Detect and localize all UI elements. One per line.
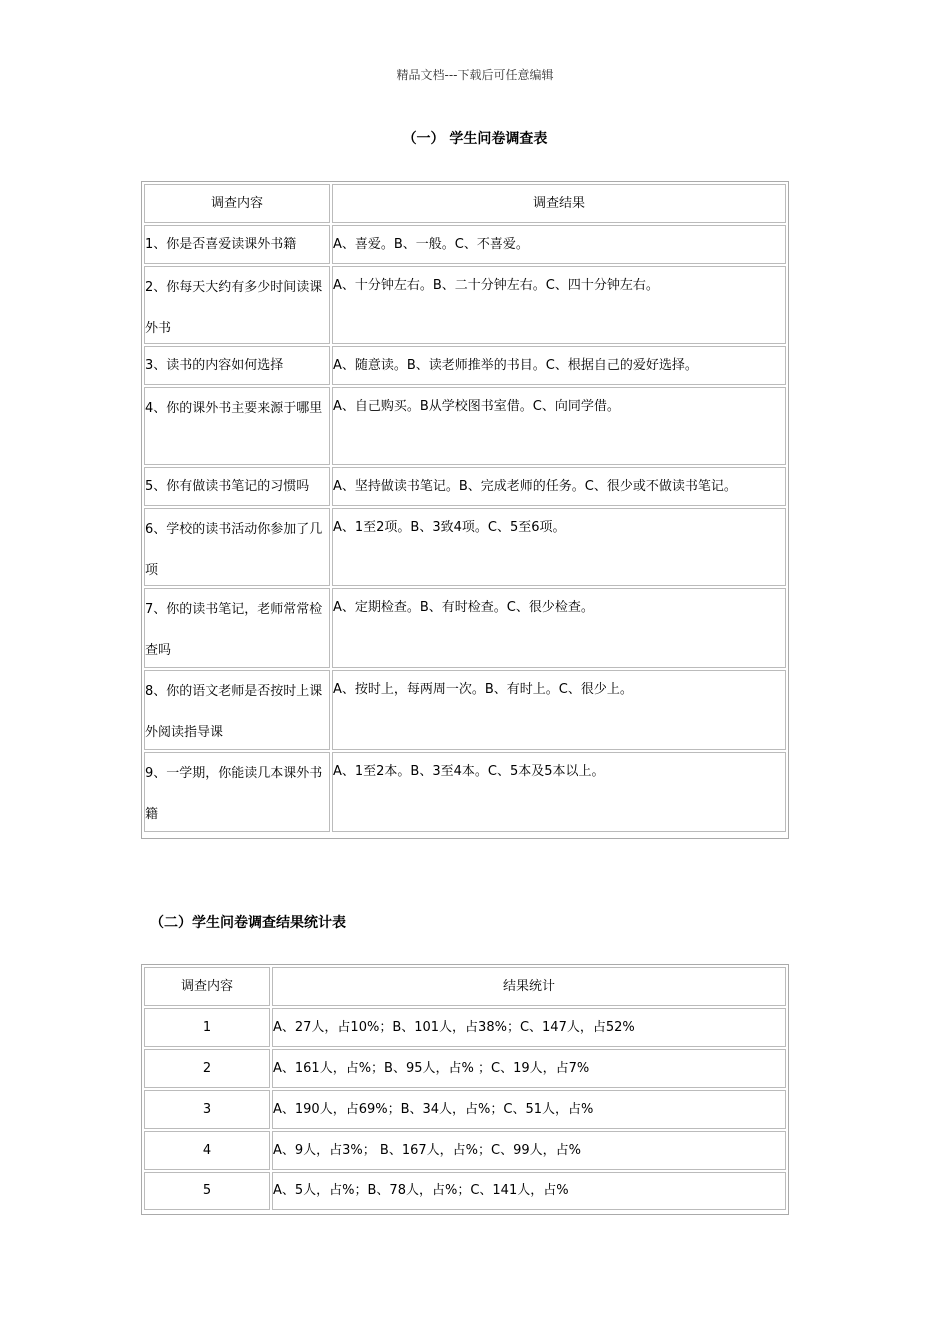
question-cell: 2、你每天大约有多少时间读课外书: [144, 266, 330, 344]
table1-title: （一） 学生问卷调查表: [402, 131, 548, 147]
header-cell: 调查内容: [144, 184, 330, 223]
table-row: [144, 588, 786, 668]
table-header-row: [144, 184, 786, 223]
question-cell: 7、你的读书笔记，老师常常检查吗: [144, 588, 330, 668]
question-cell: 3、读书的内容如何选择: [144, 346, 330, 385]
header-cell: 调查内容: [144, 967, 270, 1006]
header-cell: 结果统计: [272, 967, 786, 1006]
item-number-cell: 3: [144, 1090, 270, 1129]
question-cell: 6、学校的读书活动你参加了几项: [144, 508, 330, 586]
table-row: [144, 266, 786, 344]
item-number-cell: 4: [144, 1131, 270, 1170]
question-cell: 5、你有做读书笔记的习惯吗: [144, 467, 330, 506]
question-cell: 4、你的课外书主要来源于哪里: [144, 387, 330, 465]
item-number-cell: 5: [144, 1172, 270, 1210]
answer-cell: A、1至2项。B、3致4项。C、5至6项。: [332, 508, 786, 586]
table-header-row: [144, 967, 786, 1006]
table-row: [144, 1008, 786, 1047]
result-cell: A、190人，占69%；B、34人，占%；C、51人，占%: [272, 1090, 786, 1129]
table-row: [144, 1172, 786, 1210]
header-cell: 调查结果: [332, 184, 786, 223]
question-cell: 9、一学期，你能读几本课外书籍: [144, 752, 330, 832]
table-row: [144, 467, 786, 506]
table-row: [144, 387, 786, 465]
table-row: [144, 1049, 786, 1088]
table-row: [144, 346, 786, 385]
table-row: [144, 1131, 786, 1170]
page-header: 精品文档---下载后可任意编辑: [396, 68, 554, 82]
answer-cell: A、自己购买。B从学校图书室借。C、向同学借。: [332, 387, 786, 465]
table-row: [144, 670, 786, 750]
table-row: [144, 1090, 786, 1129]
result-cell: A、27人，占10%；B、101人，占38%；C、147人，占52%: [272, 1008, 786, 1047]
answer-cell: A、喜爱。B、一般。C、不喜爱。: [332, 225, 786, 264]
table-row: [144, 508, 786, 586]
table2-title: （二）学生问卷调查结果统计表: [150, 915, 346, 931]
answer-cell: A、坚持做读书笔记。B、完成老师的任务。C、很少或不做读书笔记。: [332, 467, 786, 506]
answer-cell: A、按时上，每两周一次。B、有时上。C、很少上。: [332, 670, 786, 750]
answer-cell: A、十分钟左右。B、二十分钟左右。C、四十分钟左右。: [332, 266, 786, 344]
question-cell: 8、你的语文老师是否按时上课外阅读指导课: [144, 670, 330, 750]
result-cell: A、9人，占3%； B、167人，占%；C、99人，占%: [272, 1131, 786, 1170]
answer-cell: A、定期检查。B、有时检查。C、很少检查。: [332, 588, 786, 668]
survey-table: [141, 181, 789, 839]
answer-cell: A、1至2本。B、3至4本。C、5本及5本以上。: [332, 752, 786, 832]
answer-cell: A、随意读。B、读老师推举的书目。C、根据自己的爱好选择。: [332, 346, 786, 385]
table-row: [144, 752, 786, 832]
item-number-cell: 1: [144, 1008, 270, 1047]
table-row: [144, 225, 786, 264]
result-cell: A、161人，占%；B、95人，占% ；C、19人，占7%: [272, 1049, 786, 1088]
item-number-cell: 2: [144, 1049, 270, 1088]
question-cell: 1、你是否喜爱读课外书籍: [144, 225, 330, 264]
result-cell: A、5人，占%；B、78人，占%；C、141人，占%: [272, 1172, 786, 1210]
results-table: [141, 964, 789, 1215]
